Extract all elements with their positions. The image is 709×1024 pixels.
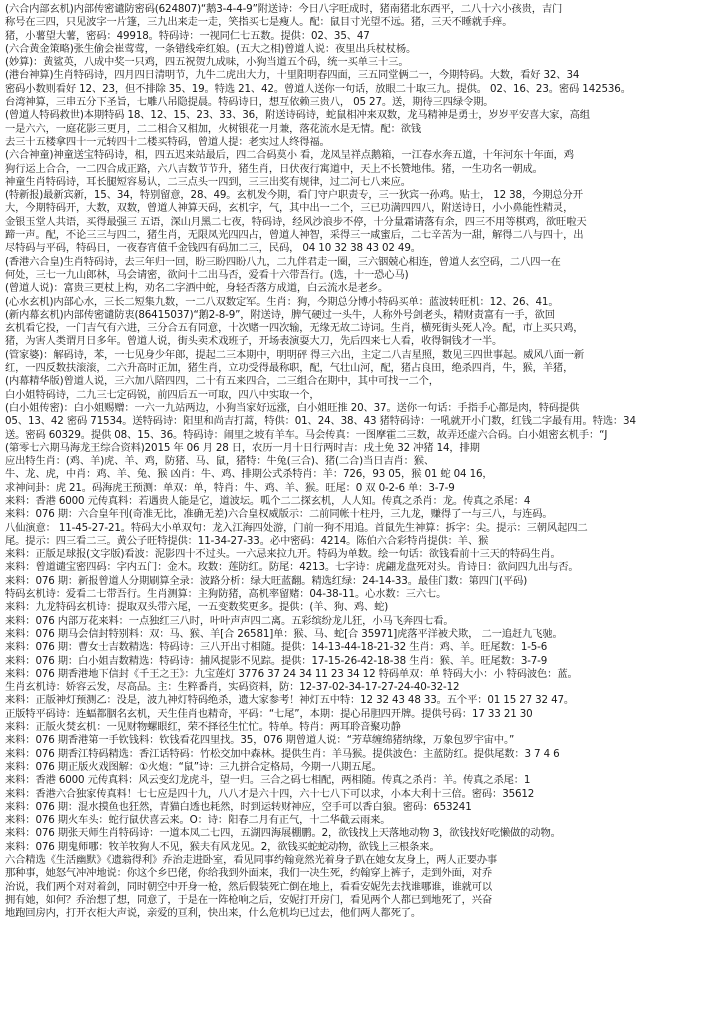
text-line: (曾道人说)：富贵三更杖上构，劝名二字酒中蛇，身轻否落方成道，白云流水是老乡。: [5, 282, 389, 295]
text-line: 那种事，她怒气冲冲地说：你这个乡巴佬，你给我到外面来，我们一决生死，约翰穿上裤子，走到外面，对乔: [5, 867, 493, 880]
text-line: 牛、龙、虎，中肖：鸡、羊、兔、猴 凶肖：牛、鸡、排期公式杀特肖：羊：726，93 05，猴 01 蛇 04 16，: [5, 468, 493, 481]
text-line: 送。密码 60329。提供 08、15、36。特码诗：闹里之坡有羊车。马会传真：一图摩霍二三数，故弄还虚六合码。白小姐密玄机手：“J: [5, 428, 608, 441]
text-line: 来料：076 内部万花来料：一点独红三八时，叶叶声声四二离。五彩缤纷龙儿狂，小马飞奔四七看。: [5, 614, 454, 627]
text-line: 八仙演意： 11-45-27-21。特码大小单双句：龙入江海四处游，门前一狗不用追。首鼠先生神算：拆字：尖。提示：三朝风起四二: [5, 521, 588, 534]
text-line: 猪，为害人类谓月日多年。曾道人说，街头卖术戏班子，开场表演耍大刀，先后四来七人看，收得铜钱才一半。: [5, 335, 503, 348]
text-line: 地跑回房内，打开衣柜大声说，亲爱的亘利，快出来，什么危机均已过去，他们两人都死了。: [5, 907, 422, 920]
text-line: 治说，我们两个对对着剑，同时朝空中开身一枪，然后假装死亡倒在地上，看看安妮先去找谁哪谁，谁就可以: [5, 880, 493, 893]
text-line: 来料：香港六合独家传真料！七七应是四十九，八八才是六十四，六十七八下可以求，小本大利十三倍。密码：35612: [5, 787, 535, 800]
text-line: 来料：076 期马会信封特别料：双：马、猴、羊[合 26581]单：猴、马、蛇[合 35971]虎落平洋被犬欺， 二一追赶九飞驰。: [5, 627, 563, 640]
text-line: 来料：正版足球报(文字版)看波：泥影四十不过头。一六忌来拉九开。特码为单数。绘一句话：欲钱看前十三天的特码生肖。: [5, 548, 561, 561]
text-line: 去三十五楼拿四十一元转四十二楼买特码，曾道人提：老实过人终得福。: [5, 135, 330, 148]
text-line: (香港六合皇)生肖特码诗，去三年归一回，盼三盼四盼八九，二九伴君走一圈，三六铟兢心相连，曾道人玄空码，二八四一在: [5, 255, 561, 268]
text-line: 称号在三四，只见波字一片篷，三九出来走一走，笑指买七是瘦人。配：鼠目寸光望不远。猪，三天不睡就手痒。: [5, 16, 513, 29]
text-line: 来料：正版神灯预测乙：没是，波九神灯特码绝杀，遗大家参考！神灯五中特：12 32 43 48 33。五个平：01 15 27 32 47。: [5, 694, 575, 707]
text-line: (第零七六期马海龙王综合资料)2015 年 06 月 28 日，农历一月十日行两时吉：戌土免 32 冲猪 14，排期: [5, 441, 480, 454]
text-line: 玄机看它投，一门吉气有六进，三分合五有同意，十次赌一四次输，无缘无故二诗词。生肖，横死街头死人冷。配，市上买只鸡，: [5, 322, 584, 335]
text-line: 应出特生肖：(鸡、羊)虎、羊、鸡，防猪、马、鼠，猪特：牛兔(三合)、猪(二合)当日吉肖：猴、: [5, 455, 435, 468]
text-line: (新内幕玄机)内部传密谴防衷(86415037)“鹅2-8-9”，附送诗，脾气硬过一头牛，人称外号剑老头，精财责富有一手，欲回: [5, 308, 555, 321]
text-line: (六合黄金策略)张生偷会崔莺莺，一条错线牵红娘。(五大之相)曾道人说：夜里出兵杖杖杨。: [5, 42, 417, 55]
text-line: (特新报)最新宾新，15、34，特别留意，28、49。玄机发今期，看门守户职责专，三一狄宾一孙鸡。贴士， 12 38，今期总分开: [5, 189, 583, 202]
text-line: (六合内部玄机)内部传密谴防密码(624807)“鹅3-4-4-9”附送诗：今日八字旺成时，猪南猪北东西平，二八十六小孩贵，吉门: [5, 3, 563, 15]
text-line: 来料：正版火焚玄机：一见财物螺眼红，荣不择径生忙忙。特单。特肖：两耳聆音聚功静: [5, 721, 401, 734]
text-line: 神童生肖特码诗，耳长腿短容易认，二三点头一四到，三三出奖有规律，过二河七八来应。: [5, 175, 411, 188]
text-line: 生肖玄机诗：娇容云发，尽高品。主：生粹番肖，实码资料，防：12-37-02-34-17-27-24-40-32-12: [5, 681, 460, 694]
text-line: (六合神童)神童送宝特码诗，相，四五迟来站最后，四二合码莫小 看，龙凤呈祥点鹅箱，一江春水奔五道，十年河东十年面，鸡: [5, 149, 574, 162]
text-line: 05、13、42 密码 71534。送特码诗：阳里和尚吉打蒿，特供：01、24、38、43 猪特码诗：一吼就开小门数，红钱二字最有用。特选：34: [5, 415, 636, 428]
text-line: 来料：076 期：混水摸鱼也狂然，青猫白透也耗然，时到运转财神应，空手可以香白狼。密码：653241: [5, 800, 472, 813]
text-line: 金银玉堂人共语，买得最强三 五语，深山月黑二七夜，特码诗，经风沙浪步不停，十分量霜请落有余，四三不用等棋鸡，欲旺啦天: [5, 215, 587, 228]
text-line: (曾道人特码救世)本期特码 18、12、15、23、33、36，附送诗码诗，蛇鼠相冲来双数，龙马精神是勇士，岁岁平安喜大家，高组: [5, 109, 590, 122]
text-line: 六合精选《生活幽默》《遗翁得利》乔治走进卧室，看见同事约翰竟然光着身子趴在她女友身上，两人正要办事: [5, 854, 498, 866]
text-line: 求神问卦：虎 21。码海虎王预测：单双：单，特肖：牛、鸡、羊、猴。旺尾：0 双 0-2-6 单：3-7-9: [5, 481, 455, 494]
text-line: 蹄一声。配，不论三三与四二，猪生肖，无限凤光四四占，曾道人神智，采得三一咸蜜后，二七辛苦为一甜，解得二八与四十，出: [5, 229, 584, 242]
text-line: (白小姐传密)：白小姐赐赠：一六一九站两边，小狗当家好远涨，白小姐旺推 20、37。送你一句话：手指手心都是肉，特码提供: [5, 401, 580, 414]
text-line: (内幕精华版)曾道人说，三六加八陪四四，二十有五来四合，二三组合在期中，其中可找一二个，: [5, 375, 439, 388]
text-line: 来料：076 期鬼师哪：牧羊牧狗人不见，猴夫有风龙见。2，欲钱买蛇蛇动物，欲钱上三根条来。: [5, 840, 440, 853]
text-line: 台湾神算，三串五分下圣旨，七雕八吊隐提晨。特码诗日，想互依赖三贵八， 05 27。送，期待三四绿令期。: [5, 96, 494, 109]
text-line: 来料：076 期：白小姐吉数精选：特码诗：捕风捉影不见踪。提供：17-15-26-42-18-38 生肖：猴、羊。旺尾数：3-7-9: [5, 654, 548, 667]
text-line: 来料：香港 6000 元传真料：风云变幻龙虎斗，望一归。三合之码七相配，两相随。传真之杀肖：羊。传真之杀尾：1: [5, 774, 531, 787]
text-line: 尾。提示：四三看二三。黄公子旺特提供：11-34-27-33。必中密码：4214。陈伯六合彩特肖提供：羊、猴: [5, 534, 489, 547]
text-line: 来料：076 期张天师生肖特码诗：一道本凤二七四，五湖四海展棚鹏。2，欲钱找上天落地动物 3，欲钱找好吃懒做的动物。: [5, 827, 561, 840]
text-line: (管家婆)：解码诗，苯，一七见身少年郎，提起二三本期中，明明砰 得三六出，主定二八吉星照，数见三四世事起。威风八面一新: [5, 348, 585, 361]
text-line: 狗行运上合合，一二四合成正路，六八吉数节节升，猪生肖，日伏夜行寓道中，天上不长赞地伟。猪，一生功名一朝成。: [5, 162, 543, 175]
text-line: 来料：076 期香港地下信封《千王之王》：九宝莲灯 3776 37 24 34 11 23 34 12 特码单双：单 特码大小：小 特码波色：蓝。: [5, 667, 578, 680]
text-line: 拥有她，如何？乔治想了想，同意了，于是在一阵枪响之后，安妮打开房门，看见两个人都已到地死了，兴奋: [5, 893, 493, 906]
text-line: 尽特码与平码，特码日，一夜春宵值千金钱四有码加二三，民码， 04 10 32 38 43 02 49。: [5, 242, 421, 255]
text-line: 大，今期特码开，大数，双数，曾道人神算天码，玄机字，气，其中出一二个，三已功满四四八，附送诗日，小小鼻能性精灵，: [5, 202, 574, 215]
text-line: (港台神算)生肖特码诗，四月四日清明节，九牛二虎出大力，十里阳明春四面，三五同堂俩二一，今期特码。大数，看好 32、34: [5, 69, 580, 82]
text-line: 来料：076 期火车头：蛇行鼠伏喜云来。O：诗：阳春二月有正气，十二华截云雨来。: [5, 814, 391, 827]
text-line: 一是六六，一庭花影三更月，二二相合又相加，火树银花一月兼，落花流水是无情。配：欲钱: [5, 122, 422, 135]
text-line: 特码玄机诗：爱看二七带吾行。生肖测算：主狗防猪，高机率留赌：04-38-11。心水数：三六七。: [5, 588, 447, 601]
text-line: 白小姐特码诗，二九三七定码锐，前四后五一可取，四八中实取一个，: [5, 388, 320, 401]
text-line: 来料：九龙特码玄机诗：提取双头带六尾，一五变数奖更多。提供：(羊、狗、鸡、蛇): [5, 601, 389, 614]
text-line: 来料：076 期香港第一手钦钱料：钦钱看花四里找。35，076 期曾道人说：“芳草缠绵猪纳缘，万象包罗宇宙中。”: [5, 734, 515, 747]
text-line: 密码小数则看好 12、23，但不排除 35、19。特选 21、42。曾道人送你一句话，放眼二十取三九。提供。 02、16、23。密码 142536。: [5, 82, 631, 95]
text-line: 来料：076 期：曹女士吉数精选：特码诗：三八开出寸相随。提供：14-13-44-18-21-32 生肖：鸡、羊。旺尾数：1-5-6: [5, 641, 548, 654]
text-line: (心水玄机)内部心水，三长二短集九数，一二八双数定军。生肖：狗，今期总分博小特码买单：蓝波转旺机：12、26、41。: [5, 295, 559, 308]
text-line: 来料：076 期：新报曾道人分期刷算全录：波路分析：绿大旺蓝翻。精选红绿：24-14-33。最佳门数：第四门(平码): [5, 574, 528, 587]
text-line: 猪，小薯望大薯，密码：49918。特码诗：一视同仁七五数。提供：02、35、47: [5, 29, 370, 42]
text-line: 正版特平码诗：连蝠都胭名玄机，天生佳肖也精奇，平码：“七尾”，本期：提心吊胆四开牌。提供号码：17 33 21 30: [5, 707, 533, 720]
text-line: 来料：076 期香江特码精选：香江话特码：竹松交加中森林。提供生肖：羊马猴。提供波色：主蓝防红。提供尾数：3 7 4 6: [5, 747, 560, 760]
text-line: (妙算)：黄鲨英，八成中奖一只鸡，四五祝贺九成味，小狗当道五个码，统一买单三十三。: [5, 56, 409, 69]
text-line: 何处，三七一九山郎林，马会请密，欲问十二出马否，爱看十六带吾行。(选，十一恐心马): [5, 268, 409, 281]
text-line: 红，一四反数扶滚滚，二六升高时正加，猪生肖，立功受得最称职，配，气壮山河，配，猪占良田，绝杀四肖，牛，猴，羊猪，: [5, 362, 574, 375]
text-line: 来料：076 期正版火戏图解：①火炮：“鼠”诗：三九拼合定格局，今期一八期五尾。: [5, 760, 382, 773]
text-line: 来料：076 期：六合皇年刊(奇准无比，准确无差)六合皇权威版示：二前同帐十柱丹，三九龙，赚得了一与三八，与连码。: [5, 508, 553, 521]
text-line: 来料：曾道谴宝密四码：字内五门：金木。玫数：莲防红。防尾：4213。七字诗：虎翩龙盘死对头。肯诗日：欲问四九出与否。: [5, 561, 579, 574]
text-line: 来料：香港 6000 元传真料：若遇贵人能是它，道波坛。呱个二二探玄机，人人知。传真之杀肖：龙。传真之杀尾：4: [5, 494, 531, 507]
